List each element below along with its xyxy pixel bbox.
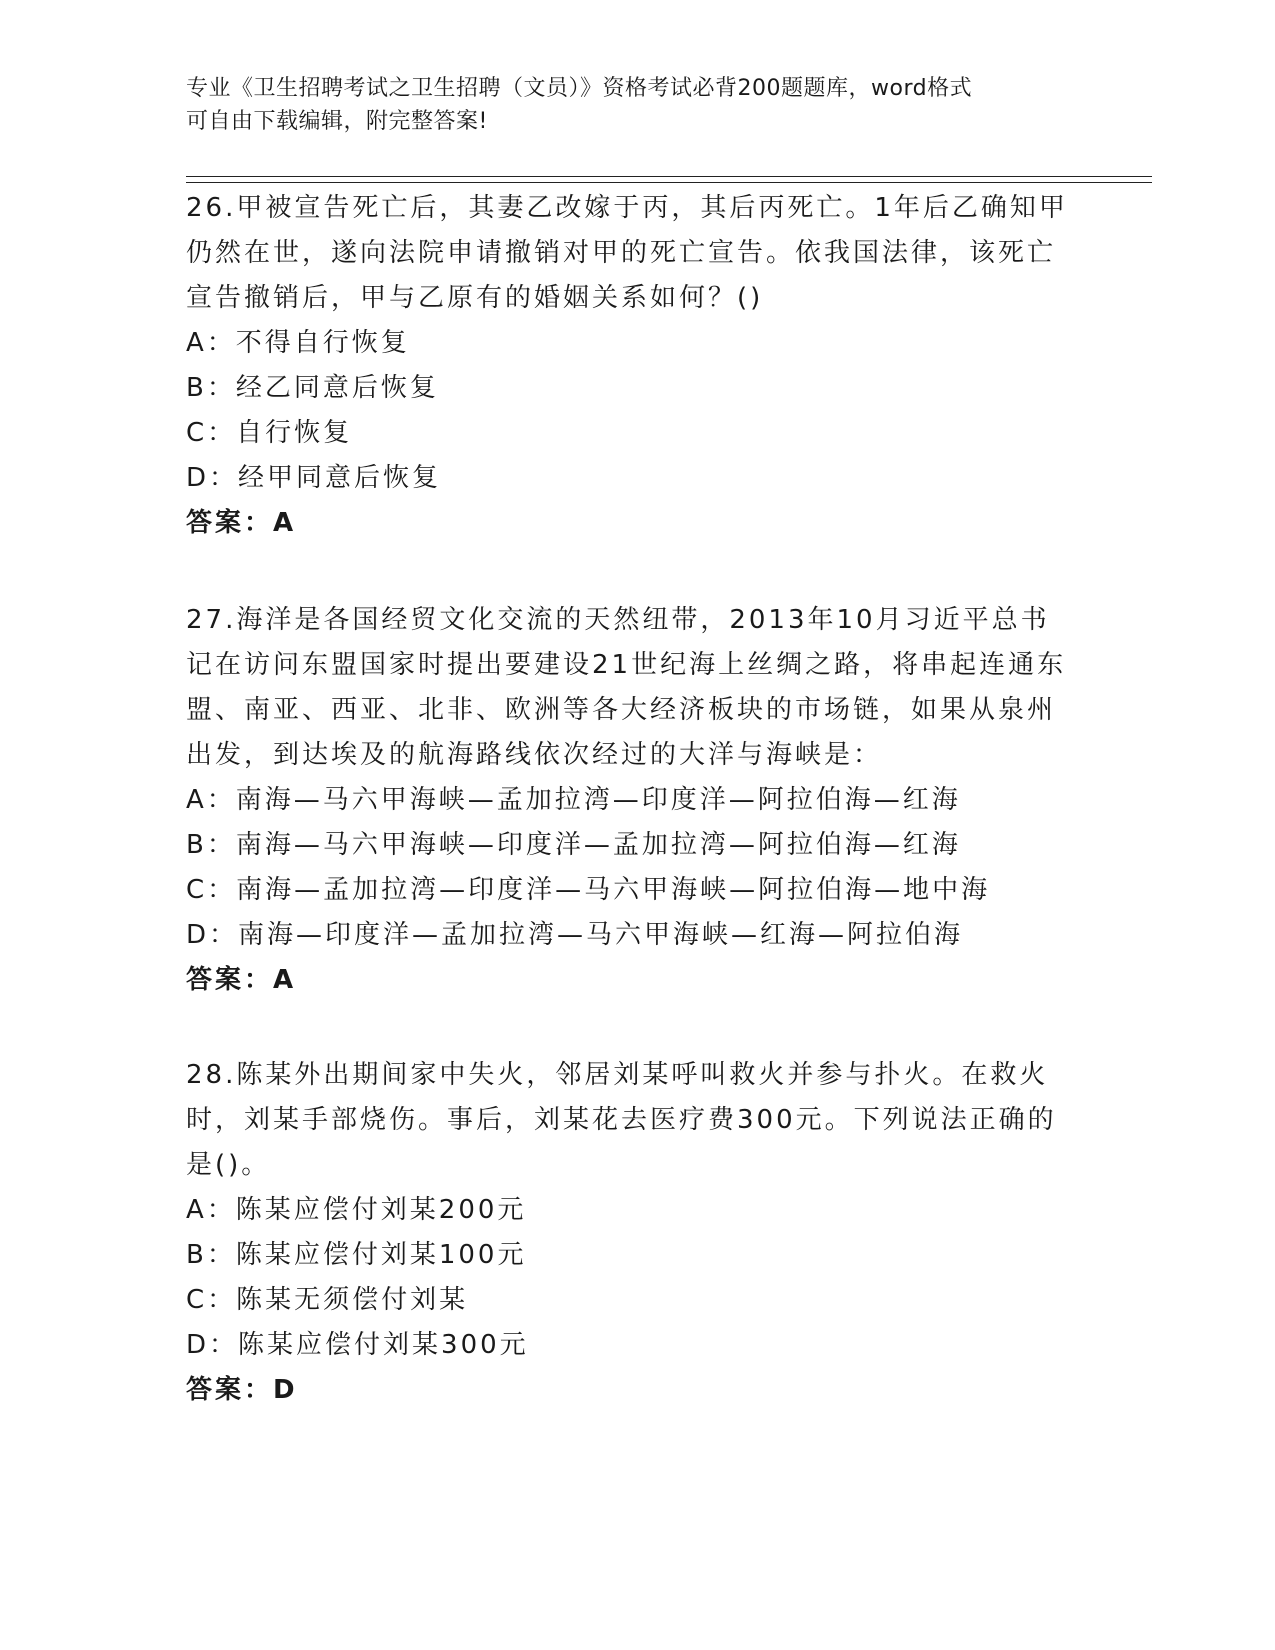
answer: 答案：A [186,965,297,995]
question-27 [186,598,1076,1003]
header-divider-top [186,176,1152,177]
question-text: 28.陈某外出期间家中失火，邻居刘某呼叫救火并参与扑火。在救火时，刘某手部烧伤。事后，刘某花去医疗费300元。下列说法正确的是()。 [186,1060,1057,1180]
option-b: B：南海—马六甲海峡—印度洋—孟加拉湾—阿拉伯海—红海 [186,830,961,860]
header-line-2: 可自由下载编辑，附完整答案! [186,109,488,134]
option-c: C：陈某无须偿付刘某 [186,1285,469,1315]
question-text: 26.甲被宣告死亡后，其妻乙改嫁于丙，其后丙死亡。1年后乙确知甲仍然在世，遂向法院申请撤销对甲的死亡宣告。依我国法律，该死亡宣告撤销后，甲与乙原有的婚姻关系如何？() [186,193,1068,313]
option-b: B：经乙同意后恢复 [186,373,439,403]
answer: 答案：D [186,1375,298,1405]
option-c: C：南海—孟加拉湾—印度洋—马六甲海峡—阿拉伯海—地中海 [186,875,991,905]
answer: 答案：A [186,508,297,538]
option-a: A：南海—马六甲海峡—孟加拉湾—印度洋—阿拉伯海—红海 [186,785,961,815]
option-d: D：南海—印度洋—孟加拉湾—马六甲海峡—红海—阿拉伯海 [186,920,964,950]
option-d: D：经甲同意后恢复 [186,463,442,493]
option-d: D：陈某应偿付刘某300元 [186,1330,529,1360]
header-divider-bottom [186,182,1152,183]
header-line-1: 专业《卫生招聘考试之卫生招聘（文员）》资格考试必背200题题库，word格式 [186,76,973,101]
option-a: A：不得自行恢复 [186,328,410,358]
option-a: A：陈某应偿付刘某200元 [186,1195,527,1225]
option-b: B：陈某应偿付刘某100元 [186,1240,527,1270]
option-c: C：自行恢复 [186,418,353,448]
question-26 [186,186,1076,546]
question-28 [186,1053,1076,1413]
document-header [186,72,1066,138]
question-text: 27.海洋是各国经贸文化交流的天然纽带，2013年10月习近平总书记在访问东盟国家时提出要建设21世纪海上丝绸之路，将串起连通东盟、南亚、西亚、北非、欧洲等各大经济板块的市场链，如果从泉州出发，到达埃及的航海路线依次经过的大洋与海峡是： [186,605,1067,770]
